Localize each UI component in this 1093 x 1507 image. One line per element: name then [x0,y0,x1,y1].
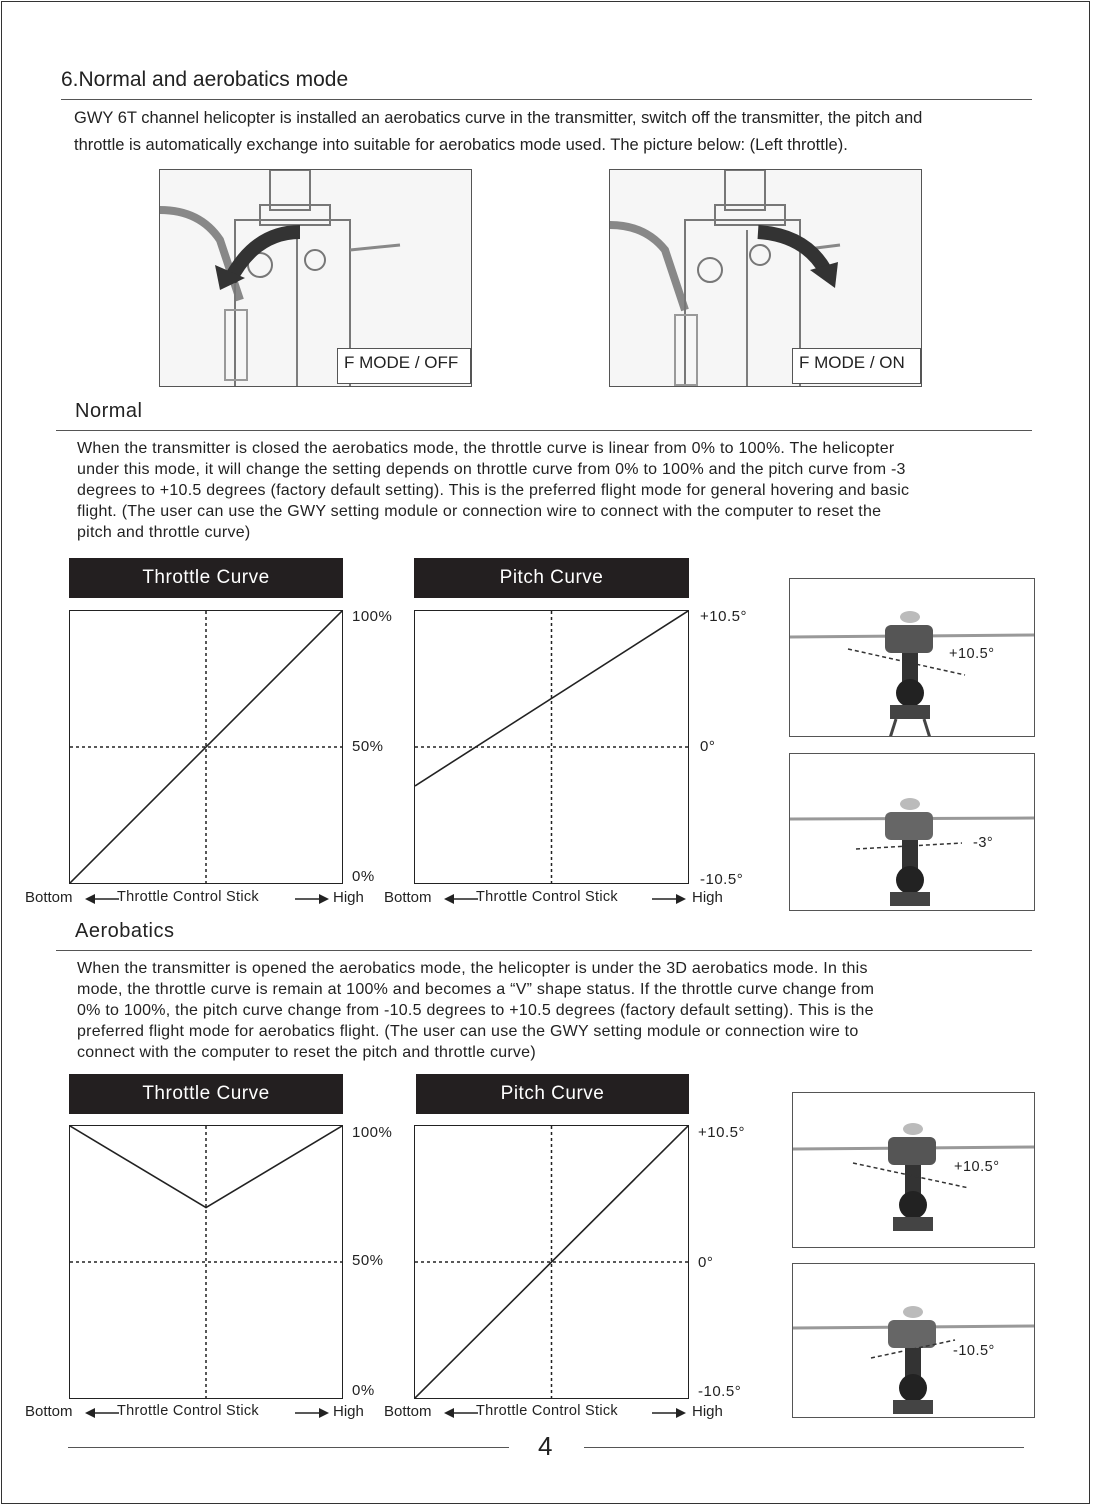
footer-rule-left [68,1447,509,1448]
y-tick: 100% [352,608,393,625]
intro-line-2: throttle is automatically exchange into suitable for aerobatics mode used. The picture below: (Left throttle). [74,136,848,154]
arrow-left-icon [444,1407,478,1419]
section-title: 6.Normal and aerobatics mode [61,68,349,91]
aerobatics-throttle-title: Throttle Curve [69,1074,343,1114]
helicopter-front-drawing [790,754,1035,911]
normal-line: When the transmitter is closed the aerobatics mode, the throttle curve is linear from 0% to 100%. The helicopter [77,440,895,457]
normal-throttle-axis [25,889,385,909]
normal-heli-photo-bottom [789,753,1035,911]
axis-middle-label: Throttle Control Stick [476,1403,618,1419]
aerobatics-pitch-title: Pitch Curve [416,1074,689,1114]
aerobatics-line: 0% to 100%, the pitch curve change from -10.5 degrees to +10.5 degrees (factory default setting). This is the [77,1002,874,1019]
y-tick: 100% [352,1124,393,1141]
footer-rule-right [584,1447,1024,1448]
arrow-right-icon [295,1407,329,1419]
axis-bottom-label: Bottom [384,1403,432,1420]
title-rule [61,99,1032,100]
y-tick: +10.5° [700,608,747,625]
normal-rule [56,430,1032,431]
normal-pitch-title: Pitch Curve [414,558,689,598]
heli-angle-label: +10.5° [949,646,995,662]
helicopter-front-drawing [793,1264,1035,1418]
aerobatics-heli-photo-bottom [792,1263,1035,1418]
normal-paragraph [77,438,1077,543]
axis-middle-label: Throttle Control Stick [476,889,618,905]
axis-high-label: High [333,889,364,906]
aerobatics-heli-photo-top [792,1092,1035,1248]
axis-bottom-label: Bottom [384,889,432,906]
y-tick: 50% [352,738,384,755]
aerobatics-pitch-axis [384,1403,744,1423]
transmitter-photo-on [609,169,922,387]
y-tick: 0° [698,1254,714,1271]
chart-canvas [70,1126,342,1398]
normal-pitch-plot [414,610,689,884]
chart-canvas [415,1126,688,1398]
aerobatics-paragraph [77,958,1077,1063]
aerobatics-heading: Aerobatics [75,920,175,942]
arrow-left-icon [85,893,119,905]
page-number: 4 [538,1431,553,1461]
y-tick: 50% [352,1252,384,1269]
y-tick: 0% [352,868,375,885]
normal-throttle-title: Throttle Curve [69,558,343,598]
f-mode-on-label: F MODE / ON [792,348,921,384]
aerobatics-throttle-plot [69,1125,343,1399]
normal-line: pitch and throttle curve) [77,524,251,541]
normal-throttle-plot [69,610,343,884]
aerobatics-throttle-axis [25,1403,385,1423]
aerobatics-line: connect with the computer to reset the pitch and throttle curve) [77,1044,536,1061]
intro-line-1: GWY 6T channel helicopter is installed an aerobatics curve in the transmitter, switch off the transmitter, the pitch and [74,109,923,127]
chart-canvas [70,611,342,883]
arrow-left-icon [444,893,478,905]
aerobatics-line: When the transmitter is opened the aerobatics mode, the helicopter is under the 3D aerobatics mode. In this [77,960,868,977]
arrow-left-icon [85,1407,119,1419]
y-tick: 0° [700,738,716,755]
axis-high-label: High [333,1403,364,1420]
y-tick: +10.5° [698,1124,745,1141]
axis-high-label: High [692,1403,723,1420]
aerobatics-line: mode, the throttle curve is remain at 100% and becomes a “V” shape status. If the throttle curve change from [77,981,875,998]
normal-line: degrees to +10.5 degrees (factory default setting). This is the preferred flight mode for general hovering and basic [77,482,910,499]
axis-middle-label: Throttle Control Stick [117,1403,259,1419]
axis-bottom-label: Bottom [25,889,73,906]
heli-angle-label: -3° [973,835,994,851]
series-line [70,611,342,883]
normal-heading: Normal [75,400,143,422]
normal-heli-photo-top [789,578,1035,737]
f-mode-off-label: F MODE / OFF [337,348,471,384]
axis-bottom-label: Bottom [25,1403,73,1420]
normal-line: under this mode, it will change the setting depends on throttle curve from 0% to 100% and the pitch curve from -3 [77,461,906,478]
transmitter-photo-off [159,169,472,387]
heli-angle-label: -10.5° [953,1343,995,1359]
y-tick: 0% [352,1382,375,1399]
arrow-right-icon [652,1407,686,1419]
aerobatics-pitch-plot [414,1125,689,1399]
arrow-right-icon [295,893,329,905]
normal-pitch-axis [384,889,744,909]
y-tick: -10.5° [698,1383,742,1400]
normal-line: flight. (The user can use the GWY setting module or connection wire to connect with the computer to reset the [77,503,882,520]
y-tick: -10.5° [700,871,744,888]
aerobatics-rule [56,950,1032,951]
arrow-right-icon [652,893,686,905]
helicopter-front-drawing [790,579,1035,737]
heli-angle-label: +10.5° [954,1159,1000,1175]
axis-middle-label: Throttle Control Stick [117,889,259,905]
aerobatics-line: preferred flight mode for aerobatics flight. (The user can use the GWY setting module or connection wire to [77,1023,859,1040]
chart-canvas [415,611,688,883]
series-line [415,1126,688,1398]
axis-high-label: High [692,889,723,906]
